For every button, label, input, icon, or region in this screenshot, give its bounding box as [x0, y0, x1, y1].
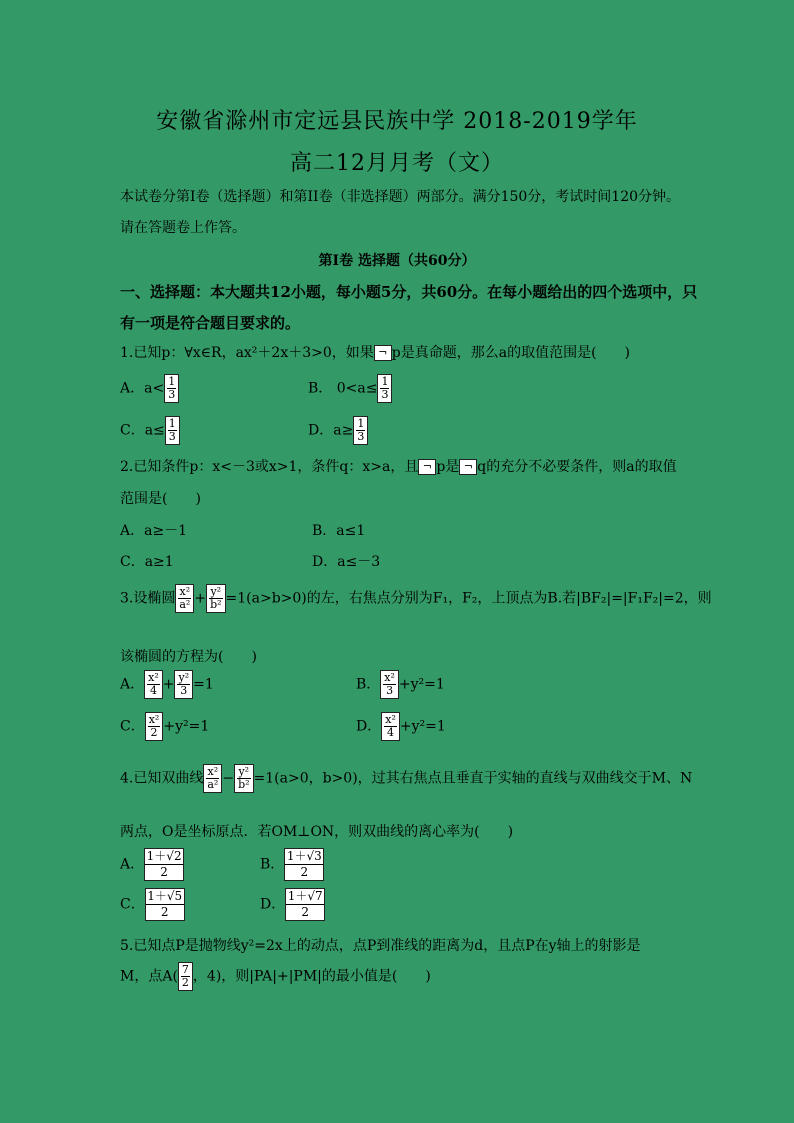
q5-stem-line1: 5.已知点P是抛物线y²=2x上的动点，点P到准线的距离为d，且点P在y轴上的射影是	[120, 938, 641, 954]
q1-option-c-text: C．a≤	[120, 422, 165, 439]
section-instruction-line1: 一、选择题：本大题共12小题，每小题5分，共60分。在每小题给出的四个选项中，只	[120, 283, 698, 301]
fraction-denominator: 4	[149, 684, 157, 697]
fraction	[174, 670, 193, 699]
q3-stem	[120, 584, 712, 613]
fraction-denominator: a²	[207, 778, 219, 791]
fraction-numerator: 1＋√5	[147, 889, 183, 903]
q4-stem-line2: 两点，O是坐标原点．若OM⊥ON，则双曲线的离心率为( )	[120, 824, 514, 840]
fraction	[206, 584, 225, 613]
fraction	[175, 584, 194, 613]
fraction	[144, 670, 163, 699]
fraction-denominator: a²	[179, 598, 191, 611]
minus-sign: −	[222, 770, 235, 787]
fraction-denominator: 2	[301, 905, 310, 919]
option-label: C．	[120, 718, 145, 735]
fraction	[165, 416, 180, 445]
option-label: C．	[120, 896, 145, 913]
fraction-numerator: 1	[168, 417, 176, 430]
fraction-numerator: x²	[179, 585, 191, 598]
q1-stem-part-b: p是真命题，那么a的取值范围是( )	[391, 345, 631, 361]
fraction-denominator: 2	[150, 726, 158, 739]
fraction	[203, 764, 222, 793]
fraction-numerator: 1＋√2	[146, 849, 182, 863]
fraction-numerator: 1＋√7	[287, 889, 323, 903]
fraction-denominator: 2	[181, 976, 189, 989]
q2-stem-part-b: p是	[436, 459, 460, 475]
q4-option-d	[260, 888, 325, 921]
fraction-denominator: 2	[300, 865, 309, 879]
intro-line2: 请在答题卷上作答。	[120, 220, 246, 236]
q1-option-d-text: D．a≥	[308, 422, 354, 439]
fraction-numerator: 1	[381, 375, 389, 388]
fraction	[377, 374, 392, 403]
exam-title-line1: 安徽省滁州市定远县民族中学 2018-2019学年	[156, 109, 638, 134]
negation-symbol: ¬	[459, 459, 477, 475]
fraction-denominator: 3	[386, 684, 394, 697]
option-label: A．	[120, 676, 145, 693]
q2-stem-part-c: q的充分不必要条件，则a的取值	[477, 459, 677, 475]
q1-option-c	[120, 416, 180, 445]
q3-stem-part-b: =1(a>b>0)的左，右焦点分别为F₁，F₂，上顶点为B.若|BF₂|=|F₁F₂|=2，则	[225, 590, 712, 607]
fraction-numerator: 1	[168, 375, 176, 388]
option-label: D．	[356, 718, 382, 735]
q4-option-a	[120, 848, 184, 881]
q1-stem-part-a: 1.已知p：∀x∈R，ax²＋2x＋3>0，如果	[120, 345, 374, 361]
intro-line1: 本试卷分第I卷（选择题）和第II卷（非选择题）两部分。满分150分，考试时间120分钟。	[120, 189, 681, 205]
option-label: B．	[356, 676, 381, 693]
fraction	[145, 888, 185, 921]
fraction	[353, 416, 368, 445]
plus-sign: +	[194, 590, 207, 607]
q2-stem	[120, 456, 677, 476]
q2-option-a: A．a≥－1	[120, 523, 188, 539]
fraction-numerator: x²	[385, 713, 396, 726]
option-tail: +y²=1	[398, 676, 445, 693]
option-label: B．	[260, 856, 285, 873]
fraction	[381, 712, 400, 741]
fraction-numerator: 1	[357, 417, 365, 430]
option-tail: =1	[193, 676, 214, 693]
fraction	[284, 848, 324, 881]
fraction	[144, 848, 184, 881]
q2-option-b: B．a≤1	[312, 523, 366, 539]
option-label: A．	[120, 856, 145, 873]
section-heading: 第I卷 选择题（共60分）	[318, 253, 476, 269]
q4-stem-part-a: 4.已知双曲线	[120, 770, 204, 787]
q1-option-b-text: B． 0<a≤	[308, 380, 378, 397]
q4-option-c	[120, 888, 185, 921]
fraction-denominator: 2	[160, 905, 169, 919]
fraction	[178, 962, 193, 991]
fraction-numerator: x²	[148, 713, 160, 726]
fraction-numerator: x²	[384, 671, 395, 684]
fraction-denominator: 3	[168, 430, 176, 443]
fraction-denominator: 4	[387, 726, 395, 739]
fraction-denominator: b²	[210, 598, 222, 611]
fraction-denominator: 3	[357, 430, 365, 443]
fraction	[164, 374, 179, 403]
fraction-denominator: b²	[238, 778, 250, 791]
fraction	[234, 764, 253, 793]
exam-title-line2: 高二12月月考（文）	[290, 151, 504, 176]
fraction-denominator: 2	[160, 865, 168, 879]
q4-option-b	[260, 848, 324, 881]
fraction-numerator: y²	[210, 585, 222, 598]
q2-option-d: D．a≤－3	[312, 554, 381, 570]
q3-option-d	[356, 712, 446, 741]
fraction-denominator: 3	[168, 388, 176, 401]
q1-stem	[120, 342, 630, 362]
q5-stem-part-a: M，点A(	[120, 968, 178, 985]
q1-option-b	[308, 374, 392, 403]
fraction-numerator: x²	[148, 671, 159, 684]
q3-option-c	[120, 712, 209, 741]
q5-stem-part-b: ，4)，则|PA|+|PM|的最小值是( )	[192, 968, 431, 985]
q4-stem	[120, 764, 692, 793]
negation-symbol: ¬	[418, 459, 436, 475]
fraction-denominator: 3	[381, 388, 389, 401]
fraction-numerator: x²	[207, 765, 219, 778]
q2-stem-line2: 范围是( )	[120, 491, 201, 507]
fraction-denominator: 3	[180, 684, 188, 697]
q5-stem-line2	[120, 962, 431, 991]
fraction	[380, 670, 399, 699]
option-label: D．	[260, 896, 286, 913]
fraction-numerator: 1＋√3	[286, 849, 322, 863]
q1-option-a	[120, 374, 179, 403]
q3-option-b	[356, 670, 445, 699]
fraction-numerator: 7	[181, 963, 189, 976]
option-tail: +y²=1	[399, 718, 446, 735]
q3-stem-part-a: 3.设椭圆	[120, 590, 176, 607]
q2-stem-part-a: 2.已知条件p：x<－3或x>1，条件q：x>a，且	[120, 459, 419, 475]
plus-sign: +	[162, 676, 175, 693]
fraction-numerator: y²	[178, 671, 190, 684]
section-instruction-line2: 有一项是符合题目要求的。	[120, 314, 301, 332]
option-tail: +y²=1	[163, 718, 210, 735]
q1-option-d	[308, 416, 368, 445]
negation-symbol: ¬	[374, 345, 392, 361]
q4-stem-part-b: =1(a>0，b>0)，过其右焦点且垂直于实轴的直线与双曲线交于M、N	[253, 770, 693, 787]
q1-option-a-text: A．a<	[120, 380, 165, 397]
fraction	[145, 712, 164, 741]
fraction	[285, 888, 325, 921]
fraction-numerator: y²	[238, 765, 250, 778]
q2-option-c: C．a≥1	[120, 554, 174, 570]
q3-option-a	[120, 670, 214, 699]
q3-stem-line2: 该椭圆的方程为( )	[120, 649, 257, 665]
